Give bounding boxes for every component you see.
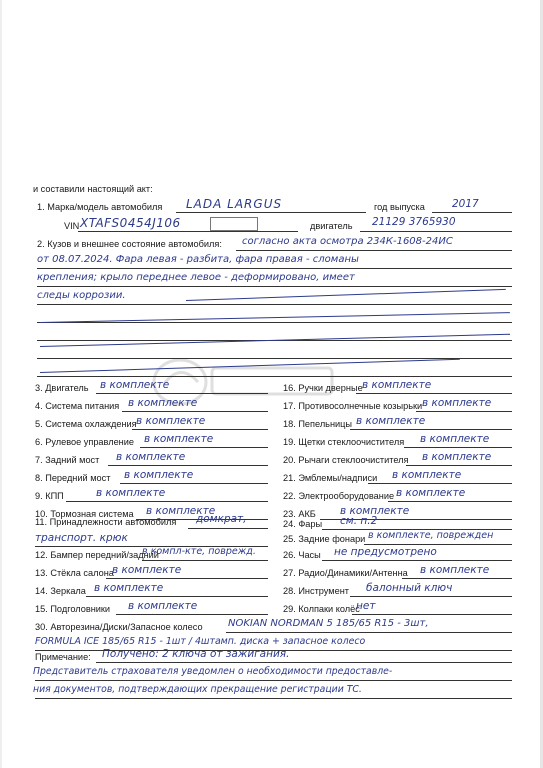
item-line (132, 429, 268, 430)
item-value: в комплекте (124, 469, 194, 481)
item-label: 12. Бампер передний/задний (35, 550, 159, 560)
body-text-2: от 08.07.2024. Фара левая - разбита, фара правая - сломаны (37, 254, 359, 265)
item-label: 6. Рулевое управление (35, 437, 134, 447)
item-label: 23. АКБ (283, 509, 316, 519)
item-line (406, 465, 512, 466)
tires-text-1: NOKIAN NORDMAN 5 185/65 R15 - 3шт, (228, 618, 429, 629)
item-line (350, 596, 512, 597)
note-text-2: Представитель страхователя уведомлен о необходимости предоставле- (33, 666, 393, 677)
item-value: в комплекте (128, 600, 198, 612)
item-value: в комплекте (146, 505, 216, 517)
item-label: 29. Колпаки колёс (283, 604, 360, 614)
body-condition-label: 2. Кузов и внешнее состояние автомобиля: (37, 239, 222, 249)
item-line (356, 393, 512, 394)
item-label: 25. Задние фонари (283, 534, 366, 544)
item-label: 11. Принадлежности автомобиля (35, 517, 177, 527)
vin-value: XTAFS0454J106 (80, 216, 181, 230)
tires-label: 30. Авторезина/Диски/Запасное колесо (35, 622, 203, 632)
body-line-1 (236, 250, 512, 251)
engine-label: двигатель (310, 221, 353, 231)
item-value: в комплекте (420, 564, 490, 576)
item-line (116, 614, 268, 615)
item-line (66, 501, 268, 502)
item-value: в комплекте (420, 433, 490, 445)
make-model-label: 1. Марка/модель автомобиля (37, 202, 163, 212)
item-label: 9. КПП (35, 491, 64, 501)
item-value: см. п.2 (340, 515, 378, 527)
item-label: 27. Радио/Динамики/Антенна (283, 568, 408, 578)
item-value: в комплекте (100, 379, 170, 391)
item-label: 26. Часы (283, 550, 321, 560)
note-line-1 (96, 662, 512, 663)
body-text-4: следы коррозии. (37, 290, 126, 301)
item-line (402, 578, 512, 579)
item-label: 24. Фары (283, 519, 323, 529)
item-value: нет (356, 600, 376, 612)
item-line (388, 501, 512, 502)
item-label: 28. Инструмент (283, 586, 350, 596)
item-line (142, 560, 268, 561)
item-line (416, 411, 512, 412)
item-value: в компл-кте, поврежд. (142, 546, 256, 557)
item-line (122, 411, 268, 412)
vin-label: VIN (64, 221, 80, 231)
item-value: в комплекте (340, 505, 410, 517)
strike-line-1 (186, 289, 506, 301)
item-value: в комплекте (116, 451, 186, 463)
item-label: 7. Задний мост (35, 455, 100, 465)
item-label: 16. Ручки дверные (283, 383, 363, 393)
note-text-1: Получено: 2 ключа от зажигания. (102, 648, 290, 660)
item-label: 20. Рычаги стеклоочистителя (283, 455, 409, 465)
item-label: 21. Эмблемы/надписи (283, 473, 378, 483)
item-line (404, 447, 512, 448)
scan-edge-left (0, 0, 2, 768)
note-line-2 (35, 680, 512, 681)
item-line (106, 578, 268, 579)
item-value: в комплекте, поврежден (368, 530, 494, 541)
note-label: Примечание: (35, 652, 91, 662)
vin-redaction-box (210, 217, 258, 231)
item-label: 17. Противосолнечные козырьки (283, 401, 423, 411)
item-label: 13. Стёкла салона (35, 568, 114, 578)
item-value: в комплекте (362, 379, 432, 391)
item-line (140, 447, 268, 448)
item-line (322, 560, 512, 561)
item-line (86, 596, 268, 597)
item-value: в комплекте (144, 433, 214, 445)
item-value: в комплекте (422, 451, 492, 463)
item-line (120, 483, 268, 484)
item-value: в комплекте (422, 397, 492, 409)
item-label: 14. Зеркала (35, 586, 86, 596)
item-line (352, 614, 512, 615)
item-line (108, 465, 268, 466)
item-value: не предусмотрено (334, 546, 437, 558)
vin-line (78, 231, 298, 232)
item-value: в комплекте (94, 582, 164, 594)
tires-line-1 (226, 632, 512, 633)
body-line-3 (37, 286, 512, 287)
body-text-3: крепления; крыло переднее левое - деформировано, имеет (37, 272, 355, 283)
item-value: в комплекте (96, 487, 166, 499)
engine-value: 21129 3765930 (372, 216, 456, 228)
item-value: в комплекте (128, 397, 198, 409)
year-line (432, 212, 512, 213)
item-label: 22. Электрооборудование (283, 491, 395, 501)
item-value: в комплекте (392, 469, 462, 481)
body-line-4 (37, 304, 512, 305)
item-line (96, 393, 268, 394)
tires-text-2: FORMULA ICE 185/65 R15 - 1шт / 4штамп. диска + запасное колесо (35, 636, 366, 647)
item-value: в комплекте (356, 415, 426, 427)
item-line (368, 483, 512, 484)
body-line-8 (37, 376, 512, 377)
make-model-value: LADA LARGUS (186, 197, 283, 211)
make-model-line (176, 212, 366, 213)
item-label: 15. Подголовники (35, 604, 111, 614)
item-label: 4. Система питания (35, 401, 120, 411)
year-value: 2017 (452, 198, 479, 210)
item-label: 5. Система охлаждения (35, 419, 137, 429)
item-value: домкрат, (196, 513, 247, 525)
item-line (188, 528, 268, 529)
note-line-3 (35, 698, 512, 699)
item-value: транспорт. крюк (35, 532, 128, 544)
item-value: балонный ключ (366, 582, 453, 594)
item-value: в комплекте (112, 564, 182, 576)
item-value: в комплекте (136, 415, 206, 427)
note-text-3: ния документов, подтверждающих прекращение регистрации ТС. (33, 684, 362, 695)
item-value: в комплекте (396, 487, 466, 499)
body-text-1: согласно акта осмотра 234К-1608-24ИС (242, 236, 453, 247)
body-line-2 (37, 268, 512, 269)
engine-line (360, 231, 512, 232)
item-label: 3. Двигатель (35, 383, 89, 393)
intro-text: и составили настоящий акт: (33, 184, 153, 194)
item-label: 18. Пепельницы (283, 419, 353, 429)
item-label: 19. Щетки стеклоочистителя (283, 437, 405, 447)
item-label: 10. Тормозная система (35, 509, 134, 519)
item-label: 8. Передний мост (35, 473, 111, 483)
item-line (350, 429, 512, 430)
year-label: год выпуска (374, 202, 425, 212)
body-line-5 (37, 322, 512, 323)
item-line (364, 544, 512, 545)
